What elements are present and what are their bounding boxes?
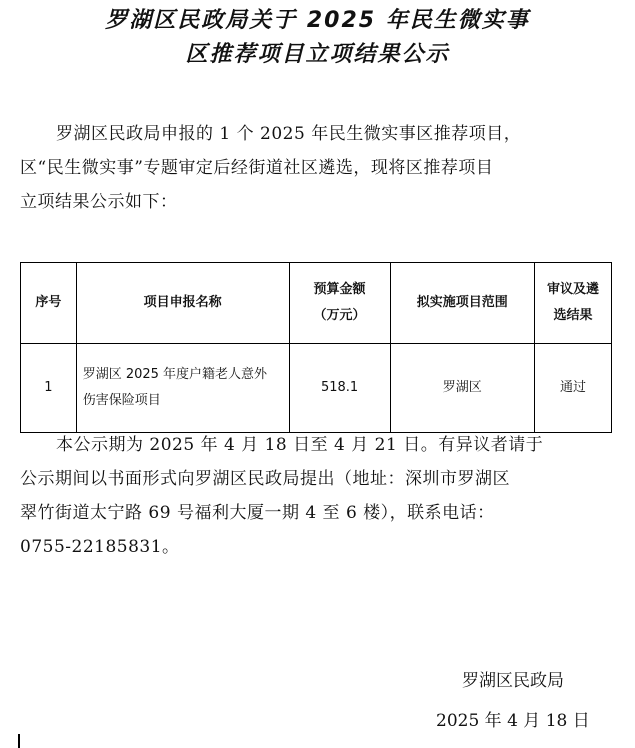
cell-name	[76, 344, 289, 433]
header-budget-line-1: 预算金额	[313, 282, 366, 297]
header-result	[535, 263, 612, 344]
header-name: 项目申报名称	[76, 263, 289, 344]
notice-line: 0755-22185831。	[20, 537, 180, 557]
cell-budget: 518.1	[289, 344, 390, 433]
notice-line: 本公示期为 2025 年 4 月 18 日至 4 月 21 日。有异议者请于	[56, 435, 544, 455]
cell-name-line-2: 伤害保险项目	[82, 393, 161, 408]
header-result-line-2: 选结果	[553, 308, 593, 323]
header-budget	[289, 263, 390, 344]
header-no: 序号	[21, 263, 77, 344]
header-budget-line-2: （万元）	[313, 308, 366, 323]
intro-paragraph	[20, 117, 615, 219]
table-row	[21, 344, 612, 433]
intro-line: 罗湖区民政局申报的 1 个 2025 年民生微实事区推荐项目，	[56, 124, 522, 144]
cell-result: 通过	[535, 344, 612, 433]
document-title-line-1: 罗湖区民政局关于 2025 年民生微实事	[105, 8, 530, 33]
cell-no: 1	[21, 344, 77, 433]
signature-date: 2025 年 4 月 18 日	[436, 711, 590, 731]
notice-line: 翠竹街道太宁路 69 号福利大厦一期 4 至 6 楼），联系电话：	[20, 503, 495, 523]
signature-org: 罗湖区民政局	[462, 671, 564, 691]
notice-line: 公示期间以书面形式向罗湖区民政局提出（地址：深圳市罗湖区	[20, 469, 510, 489]
cell-name-line-1: 罗湖区 2025 年度户籍老人意外	[82, 367, 268, 382]
header-result-line-1: 审议及遴	[547, 282, 600, 297]
table-header-row	[21, 263, 612, 344]
intro-line: 立项结果公示如下：	[20, 192, 178, 212]
document-title-line-2: 区推荐项目立项结果公示	[185, 42, 450, 67]
text-cursor	[18, 734, 20, 748]
intro-line: 区“民生微实事”专题审定后经街道社区遴选，现将区推荐项目	[20, 158, 494, 178]
cell-scope: 罗湖区	[390, 344, 535, 433]
notice-paragraph	[20, 428, 615, 564]
header-scope: 拟实施项目范围	[390, 263, 535, 344]
result-table	[20, 262, 612, 433]
